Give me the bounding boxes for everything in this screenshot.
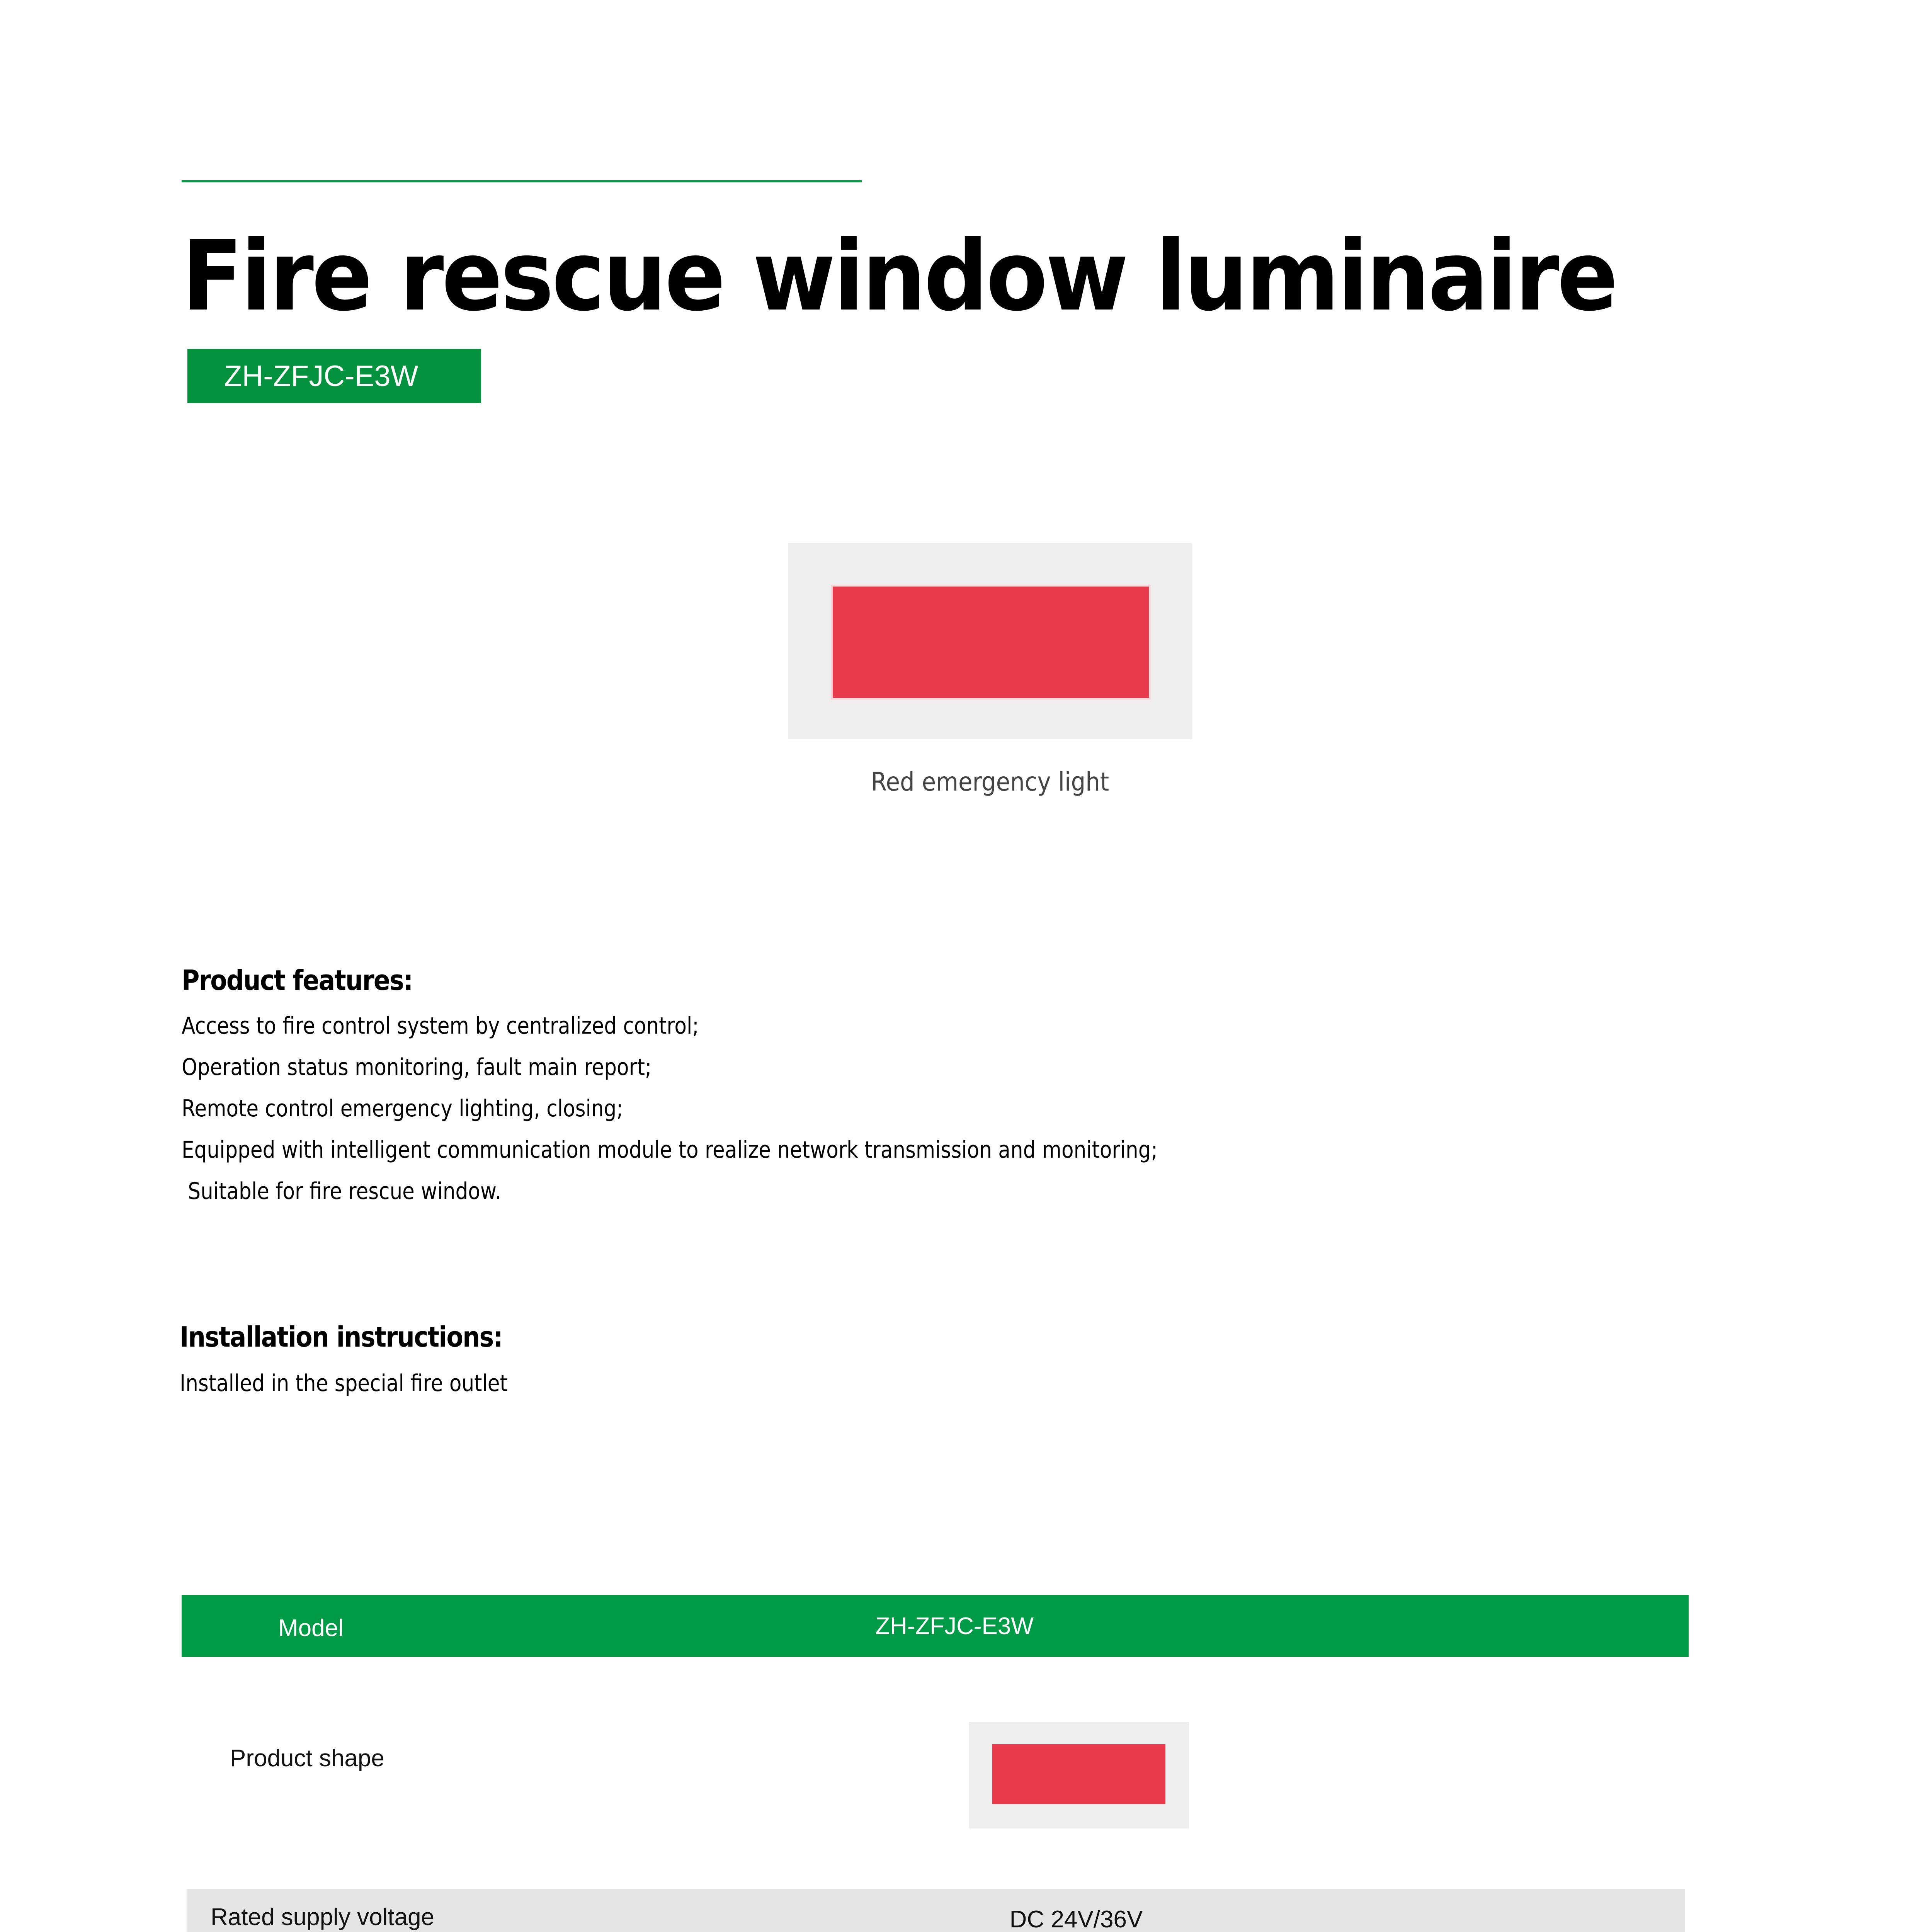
page-title: Fire rescue window luminaire xyxy=(182,220,1616,332)
product-image-caption: Red emergency light xyxy=(871,767,1109,797)
model-badge xyxy=(187,349,481,403)
spec-header-value: ZH-ZFJC-E3W xyxy=(875,1613,1034,1639)
installation-text: Installed in the special fire outlet xyxy=(180,1370,508,1397)
feature-item: Operation status monitoring, fault main report; xyxy=(182,1054,652,1081)
spec-row xyxy=(187,1889,1685,1932)
installation-heading: Installation instructions: xyxy=(180,1321,503,1353)
spec-table-header xyxy=(182,1595,1689,1657)
feature-item: Remote control emergency lighting, closing; xyxy=(182,1095,623,1122)
model-badge-label: ZH-ZFJC-E3W xyxy=(224,359,418,393)
product-shape-label: Product shape xyxy=(230,1745,384,1772)
top-divider xyxy=(182,180,862,182)
product-image-red-panel xyxy=(833,587,1149,698)
feature-item: Equipped with intelligent communication module to realize network transmission and monitoring; xyxy=(182,1136,1158,1163)
spec-label: Rated supply voltage xyxy=(211,1904,435,1930)
spec-header-label: Model xyxy=(278,1615,344,1641)
features-heading: Product features: xyxy=(182,964,413,997)
feature-item: Suitable for fire rescue window. xyxy=(182,1178,501,1205)
spec-value: DC 24V/36V xyxy=(1009,1906,1143,1932)
spec-table xyxy=(187,1889,1685,1932)
feature-item: Access to fire control system by centralized control; xyxy=(182,1012,699,1039)
product-shape-red-panel xyxy=(992,1744,1165,1804)
